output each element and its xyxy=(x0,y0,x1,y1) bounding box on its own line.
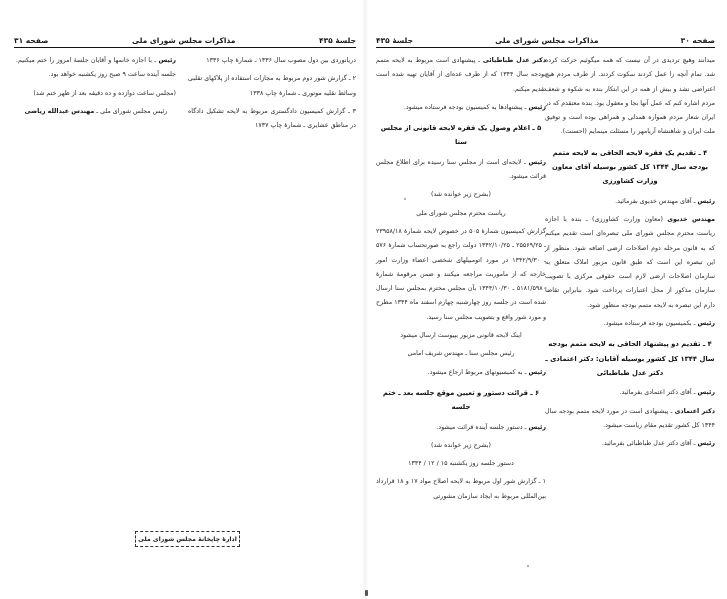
right-page-left-column xyxy=(376,54,546,508)
publication-title: مذاکرات مجلس شورای ملی xyxy=(495,35,599,45)
paragraph: (مجلس ساعت دوازده و ده دقیقه بعد از ظهر ختم شد) xyxy=(33,89,176,97)
speaker-name: رئیس xyxy=(697,320,715,328)
centered-line: رئیس مجلس سنا ـ مهندس شریف امامی xyxy=(407,350,515,358)
section-heading: ۴ ـ تقدیم یک فقره لایحه الحاقی به لایحه متمم بودجه سال ۱۳۴۴ کل کشور بوسیله آقای معاون وزارت کشاورزی xyxy=(551,148,709,186)
scan-speck xyxy=(527,565,529,567)
centered-line: (بشرح زیر خوانده شد) xyxy=(431,191,491,199)
speaker-name: رئیس xyxy=(528,103,546,111)
paragraph: رئیس ـ آقای دکتر عدل طباطبائی بفرمائید. xyxy=(601,440,715,448)
speaker-name: رئیس xyxy=(158,57,176,64)
speaker-name: رئیس xyxy=(528,158,546,166)
speaker-name: رئیس xyxy=(697,197,715,205)
left-page xyxy=(0,0,362,599)
printing-office-stamp: ادارهٔ چاپخانهٔ مجلس شورای ملی xyxy=(135,531,240,547)
left-page-left-column xyxy=(16,54,176,123)
centered-line: دستور جلسه روز یکشنبه ۱۵ / ۱۲ / ۱۳۴۴ xyxy=(408,460,514,468)
paragraph: رئیس ـ آقای دکتر اعتمادی بفرمائید. xyxy=(619,389,715,397)
signature-title: رئیس مجلس شورای ملی ـ xyxy=(94,107,168,115)
paragraph: دکتر عدل طباطبائی ـ پیشنهادی است مربوط به لایحه متمم بودجه سال ۱۳۴۴ که از طرف عده‌ای از آقایان تهیه شده است تقدیم میکنم. xyxy=(376,57,547,93)
speaker-name: رئیس xyxy=(697,440,715,448)
section-heading: ۴ ـ تقدیم دو پیشنهاد الحاقی به لایحه متمم بودجه سال ۱۳۴۴ کل کشور بوسیله آقایان: دکتر اعتمادی ـ دکتر عدل طباطبائی xyxy=(545,340,715,377)
paragraph: رئیس ـ آقای مهندس خدیوی بفرمائید. xyxy=(615,197,715,205)
centered-line: اینک لایحه قانونی مزبور بپیوست ارسال میشود xyxy=(400,332,522,340)
paragraph: میدانند وهیچ تردیدی در آن نیست که همه میگوئیم حرکت کرده شد. تمام آنچه را عمل کردند سکوت کردند. از طرف مردم هیچ اعتراضی نشد و بیش از همه در این ابتکار بنده به شکوه و شعف مردم اشاره کنم که عمل آنها بجا و معقول بود. بنده معتقدم که در ایران شعار مردم همواره همدلی و همراهی بوده است و توفیق ملت ایران و شاهنشاه آریامهر را مسئلت مینمایم (احسنت). xyxy=(545,57,715,136)
paragraph: رئیس ـ با اجازه خانمها و آقایان جلسهٔ امروز را ختم میکنیم. جلسه آینده ساعت ۹ صبح روز یکشنبه خواهد بود. xyxy=(16,57,176,79)
publication-title: مذاکرات مجلس شورای ملی xyxy=(132,35,236,45)
speaker-name: دکتر اعتمادی xyxy=(674,407,715,415)
right-page xyxy=(368,0,727,599)
speaker-name: رئیس xyxy=(697,389,715,397)
left-page-right-column xyxy=(188,54,356,137)
paragraph: دریانوردی بین دول مصوب سال ۱۳۳۶ ـ شمارهٔ چاپ ۱۳۳۶ xyxy=(206,57,356,64)
paragraph: ۳ ـ گزارش کمیسیون دادگستری مربوط به لایحه تشکیل دادگاه در مناطق عشایری ـ شمارهٔ چاپ ۱۷۳۷ xyxy=(188,107,356,130)
paragraph: رئیس ـ دستور جلسه آینده قرائت میشود. xyxy=(436,423,546,431)
signatory-name: مهندس عبدالله ریاضی xyxy=(24,107,95,115)
paragraph: رئیس ـ پیشنهادها به کمیسیون بودجه فرستاده میشود. xyxy=(403,103,546,111)
paragraph: دکتر اعتمادی ـ پیشنهادی است در مورد لایحه متمم بودجه سال ۱۳۴۴ کل کشور تقدیم مقام ریاست میشود. xyxy=(545,407,715,429)
signature-line xyxy=(16,105,176,119)
left-page-header xyxy=(14,34,356,46)
paragraph: رئیس ـ بکمیسیون بودجه فرستاده میشود. xyxy=(603,320,715,328)
paragraph: ۲ ـ گزارش شور دوم مربوط به مجازات استفاده از پلاکهای تقلبی وسائط نقلیه موتوری ـ شمارهٔ چاپ ۱۳۳۸ xyxy=(188,75,356,97)
section-heading: ۶ ـ قرائت دستور و تعیین موقع جلسه بعد ـ ختم جلسه xyxy=(382,388,540,412)
paragraph: رئیس ـ به کمیسیونهای مربوط ارجاع میشود. xyxy=(427,368,546,376)
centered-line: ریاست محترم مجلس شورای ملی xyxy=(416,209,506,217)
speaker-name: رئیس xyxy=(528,423,546,431)
centered-line: (بشرح زیر خوانده شد) xyxy=(431,441,491,449)
paragraph: مهندس خدیوی (معاون وزارت کشاورزی) ـ بنده با اجازه ریاست محترم مجلس شورای ملی تبصره‌ای است تقدیم میکنم که به قانون مرحله دوم اصلاحات ارضی اضافه شود. منظور از این تبصره این است که طبق قانون مزبور املاک متعلق به سازمان اصلاحات ارضی لازم است حقوقی مرکزی با تصویب سازمان مذکور از محل اعتبارات پرداخت شود. بنابراین تقاضا دارم این تبصره به لایحه متمم بودجه منظور شود. xyxy=(545,215,715,309)
page-number: صفحه ۳۰ xyxy=(680,35,715,45)
speaker-name: مهندس خدیوی xyxy=(667,215,715,223)
scan-speck xyxy=(404,198,406,200)
paragraph: ۱ ـ گزارش شور اول مربوط به لایحه اصلاح مواد ۱۷ و ۱۸ قرارداد بین‌المللی مربوط به ایجاد سازمان مشورتی xyxy=(376,478,547,500)
scan-speck xyxy=(365,590,368,596)
speaker-name: رئیس xyxy=(528,368,546,376)
section-heading: ۵ ـ اعلام وصول یک فقره لایحه قانونی از مجلس سنا xyxy=(380,124,542,147)
page-number: صفحه ۳۱ xyxy=(14,35,49,45)
right-page-right-column xyxy=(545,54,715,455)
session-label: جلسهٔ ۴۳۵ xyxy=(319,35,356,45)
speaker-name: دکتر عدل طباطبائی xyxy=(482,57,547,64)
header-rule xyxy=(14,47,356,48)
right-page-header xyxy=(376,34,715,46)
paragraph: رئیس ـ لایحه‌ای است از مجلس سنا رسیده برای اطلاع مجلس قرائت میشود. xyxy=(376,158,546,181)
header-rule xyxy=(376,47,715,48)
session-label: جلسهٔ ۴۳۵ xyxy=(376,35,414,45)
paragraph: گزارش کمیسیون شمارهٔ ۵۰۵ در خصوص لایحه شمارهٔ ۲۳۹۵۸/۱۸ ـ ۲۵۵۶۹/۲۵ ـ ۱۳۴۲/۱۰/۲۵ دولت راجع به صورتحساب شمارهٔ ۵۷۶ ـ ۱۳۴۲/۹/۳۰ در مورد اتومبیلهای شخصی اعضاء وزارت امور خارجه که از ماموریت مراجعه میکنند و ضمن مرقومهٔ شمارهٔ ۵۱۸۱/۵۹۸۰ ـ ۱۳۴۴/۱۰/۳۰ بآن مجلس محترم بمجلس سنا ارسال شده است در جلسه روز چهارشنبه چهارم اسفند ماه ۱۳۴۴ مطرح و مورد شور واقع و بتصویب مجلس سنا رسید. xyxy=(376,227,547,321)
